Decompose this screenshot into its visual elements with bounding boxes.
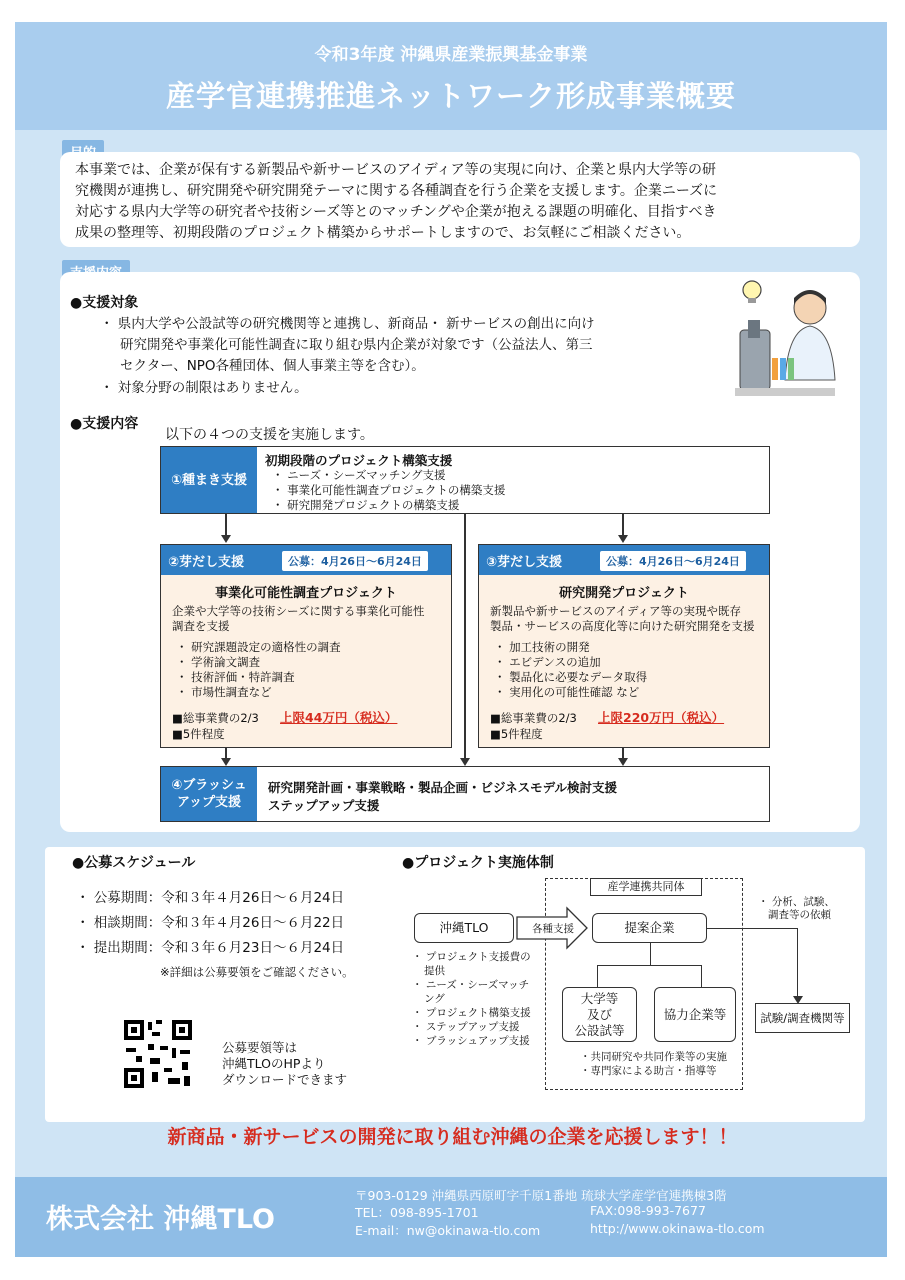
step2b-item: ・ 実用化の可能性確認 など bbox=[494, 685, 640, 699]
step2a-title: 事業化可能性調査プロジェクト bbox=[215, 586, 397, 601]
qr-text-line: 沖縄TLOのHPより bbox=[222, 1056, 326, 1071]
step4-badge bbox=[161, 767, 257, 821]
qr-text bbox=[222, 1040, 347, 1088]
analysis-line: 調査等の依頼 bbox=[768, 909, 831, 921]
step2a-item: ・ 学術論文調査 bbox=[176, 655, 261, 669]
step2b-cost: ■総事業費の2/3 bbox=[490, 711, 577, 725]
arrow-down-icon bbox=[618, 758, 628, 766]
content-intro: 以下の４つの支援を実施します。 bbox=[165, 427, 374, 443]
scientist-illustration bbox=[730, 270, 840, 405]
qr-code-icon bbox=[122, 1018, 194, 1090]
univ-line: 大学等 bbox=[580, 990, 619, 1006]
step2a-cost: ■総事業費の2/3 bbox=[172, 711, 259, 725]
tlo-item: 提供 bbox=[424, 965, 445, 977]
request-line bbox=[707, 928, 797, 929]
step4-line1: 研究開発計画・事業戦略・製品企画・ビジネスモデル検討支援 bbox=[268, 780, 618, 795]
step2b-title: 研究開発プロジェクト bbox=[559, 586, 689, 601]
step2b-item: ・ エビデンスの追加 bbox=[494, 655, 601, 669]
target-item: ・ 県内大学や公設試等の研究機関等と連携し、新商品・ 新サービスの創出に向け bbox=[100, 316, 595, 332]
arrow-label: 各種支援 bbox=[532, 923, 574, 935]
schedule-item: ・ 公募期間：令和３年４月26日〜６月24日 bbox=[76, 890, 345, 906]
tlo-item: ング bbox=[424, 993, 445, 1005]
step2a-desc-line: 調査を支援 bbox=[172, 619, 230, 633]
purpose-line: 対応する県内大学等の研究者や技術シーズ等とのマッチングや企業が抱える課題の明確化、目指すべき bbox=[75, 204, 717, 220]
step2a-list bbox=[176, 640, 341, 700]
step1-title: 初期段階のプロジェクト構築支援 bbox=[265, 453, 453, 468]
analysis-line: ・ 分析、試験、 bbox=[758, 896, 835, 908]
tlo-item: ・ プロジェクト支援費の bbox=[412, 951, 531, 963]
tree-line bbox=[597, 965, 701, 966]
step2b-desc-line: 新製品や新サービスのアイディア等の実現や既存 bbox=[490, 604, 742, 618]
analysis-note bbox=[758, 896, 835, 922]
target-item: 研究開発や事業化可能性調査に取り組む県内企業が対象です（公益法人、第三 bbox=[120, 337, 593, 353]
step4-badge-line: ④ブラッシュ bbox=[171, 778, 247, 793]
step2a-limit: 上限44万円（税込） bbox=[280, 710, 398, 725]
footer-address: 〒903-0129 沖縄県西原町字千原1番地 琉球大学産学官連携棟3階 bbox=[355, 1188, 727, 1203]
univ-line: 及び bbox=[586, 1006, 612, 1022]
step4-badge-line: アップ支援 bbox=[176, 795, 242, 810]
step2a-item: ・ 市場性調査など bbox=[176, 685, 272, 699]
tree-line bbox=[701, 965, 702, 987]
content-title: ●支援内容 bbox=[70, 416, 139, 432]
step2b-desc-line: 製品・サービスの高度化等に向けた研究開発を支援 bbox=[490, 619, 755, 633]
tlo-item: ・ ブラッシュアップ支援 bbox=[412, 1035, 530, 1047]
step1-item: ・ 事業化可能性調査プロジェクトの構築支援 bbox=[272, 483, 506, 497]
step2a-item: ・ 研究課題設定の適格性の調査 bbox=[176, 640, 341, 654]
qr-text-line: 公募要領等は bbox=[222, 1040, 298, 1055]
step2b-item: ・ 加工技術の開発 bbox=[494, 640, 590, 654]
target-title: ●支援対象 bbox=[70, 295, 139, 311]
step4-line2: ステップアップ支援 bbox=[268, 798, 380, 813]
tlo-item: ・ ニーズ・シーズマッチ bbox=[412, 979, 530, 991]
qr-text-line: ダウンロードできます bbox=[222, 1072, 348, 1087]
step2b-badge: ③芽だし支援 bbox=[486, 555, 563, 570]
schedule-title: ●公募スケジュール bbox=[72, 855, 196, 871]
step2a-count: ■5件程度 bbox=[172, 727, 225, 741]
arrow-down-icon bbox=[221, 535, 231, 543]
header bbox=[15, 22, 887, 130]
purpose-line: 本事業では、企業が保有する新製品や新サービスのアイディア等の実現に向け、企業と県内大学等の研 bbox=[75, 162, 717, 178]
step1-badge: ①種まき支援 bbox=[161, 447, 257, 513]
arrow-down-icon bbox=[618, 535, 628, 543]
footer-company: 株式会社 沖縄TLO bbox=[46, 1204, 276, 1235]
company-box: 提案企業 bbox=[592, 913, 707, 943]
step2b-count: ■5件程度 bbox=[490, 727, 543, 741]
schedule-item: ・ 提出期間：令和３年６月23日〜６月24日 bbox=[76, 940, 345, 956]
univ-line: 公設試等 bbox=[574, 1022, 625, 1038]
header-title: 産学官連携推進ネットワーク形成事業概要 bbox=[165, 79, 736, 113]
slogan: 新商品・新サービスの開発に取り組む沖縄の企業を応援します！！ bbox=[167, 1126, 738, 1148]
step1-item: ・ ニーズ・シーズマッチング支援 bbox=[272, 468, 446, 482]
connector-line bbox=[225, 514, 227, 536]
purpose-text bbox=[75, 160, 845, 244]
tree-line bbox=[650, 943, 651, 965]
partner-box: 協力企業等 bbox=[654, 987, 736, 1042]
connector-line bbox=[622, 514, 624, 536]
purpose-line: 成果の整理等、初期段階のプロジェクト構築からサポートしますので、お気軽にご相談ください。 bbox=[75, 225, 691, 241]
footer-tel: TEL：098-895-1701 bbox=[355, 1205, 479, 1220]
step2b-item: ・ 製品化に必要なデータ取得 bbox=[494, 670, 648, 684]
tree-line bbox=[597, 965, 598, 987]
joint-item: ・共同研究や共同作業等の実施 bbox=[580, 1051, 727, 1063]
schedule-note: ※詳細は公募要領をご確認ください。 bbox=[160, 965, 354, 979]
step2b-desc bbox=[490, 604, 755, 634]
step1-item: ・ 研究開発プロジェクトの構築支援 bbox=[272, 498, 460, 512]
structure-title: ●プロジェクト実施体制 bbox=[402, 855, 554, 871]
header-subtitle: 令和3年度 沖縄県産業振興基金事業 bbox=[314, 45, 588, 65]
target-item: セクター、NPO各種団体、個人事業主等を含む）。 bbox=[120, 358, 425, 374]
request-line bbox=[797, 928, 798, 998]
tlo-list bbox=[412, 950, 531, 1048]
tlo-box: 沖縄TLO bbox=[414, 913, 514, 943]
step2a-badge: ②芽だし支援 bbox=[168, 555, 245, 570]
consortium-label: 産学連携共同体 bbox=[590, 878, 702, 896]
step2b-period: 公募：4月26日〜6月24日 bbox=[600, 551, 746, 571]
tlo-item: ・ プロジェクト構築支援 bbox=[412, 1007, 531, 1019]
footer-fax: FAX:098-993-7677 bbox=[590, 1203, 706, 1218]
footer-url[interactable]: http://www.okinawa-tlo.com bbox=[590, 1221, 765, 1236]
arrow-down-icon bbox=[221, 758, 231, 766]
step2a-period: 公募：4月26日〜6月24日 bbox=[282, 551, 428, 571]
tlo-item: ・ ステップアップ支援 bbox=[412, 1021, 520, 1033]
step2a-item: ・ 技術評価・特許調査 bbox=[176, 670, 295, 684]
step2a-desc-line: 企業や大学等の技術シーズに関する事業化可能性 bbox=[172, 604, 425, 618]
step1-list bbox=[272, 468, 505, 513]
joint-item: ・専門家による助言・指導等 bbox=[580, 1065, 717, 1077]
step2a-desc bbox=[172, 604, 424, 634]
univ-box bbox=[562, 987, 637, 1042]
connector-line bbox=[464, 514, 466, 764]
schedule-item: ・ 相談期間：令和３年４月26日〜６月22日 bbox=[76, 915, 345, 931]
arrow-down-icon bbox=[460, 758, 470, 766]
target-item: ・ 対象分野の制限はありません。 bbox=[100, 380, 308, 396]
purpose-line: 究機関が連携し、研究開発や研究開発テーマに関する各種調査を行う企業を支援します。企業ニーズに bbox=[75, 183, 718, 199]
step2b-limit: 上限220万円（税込） bbox=[598, 710, 725, 725]
joint-list bbox=[580, 1050, 727, 1078]
footer-email[interactable]: E-mail：nw@okinawa-tlo.com bbox=[355, 1223, 541, 1238]
step2b-list bbox=[494, 640, 647, 700]
lab-box: 試験/調査機関等 bbox=[755, 1003, 850, 1033]
